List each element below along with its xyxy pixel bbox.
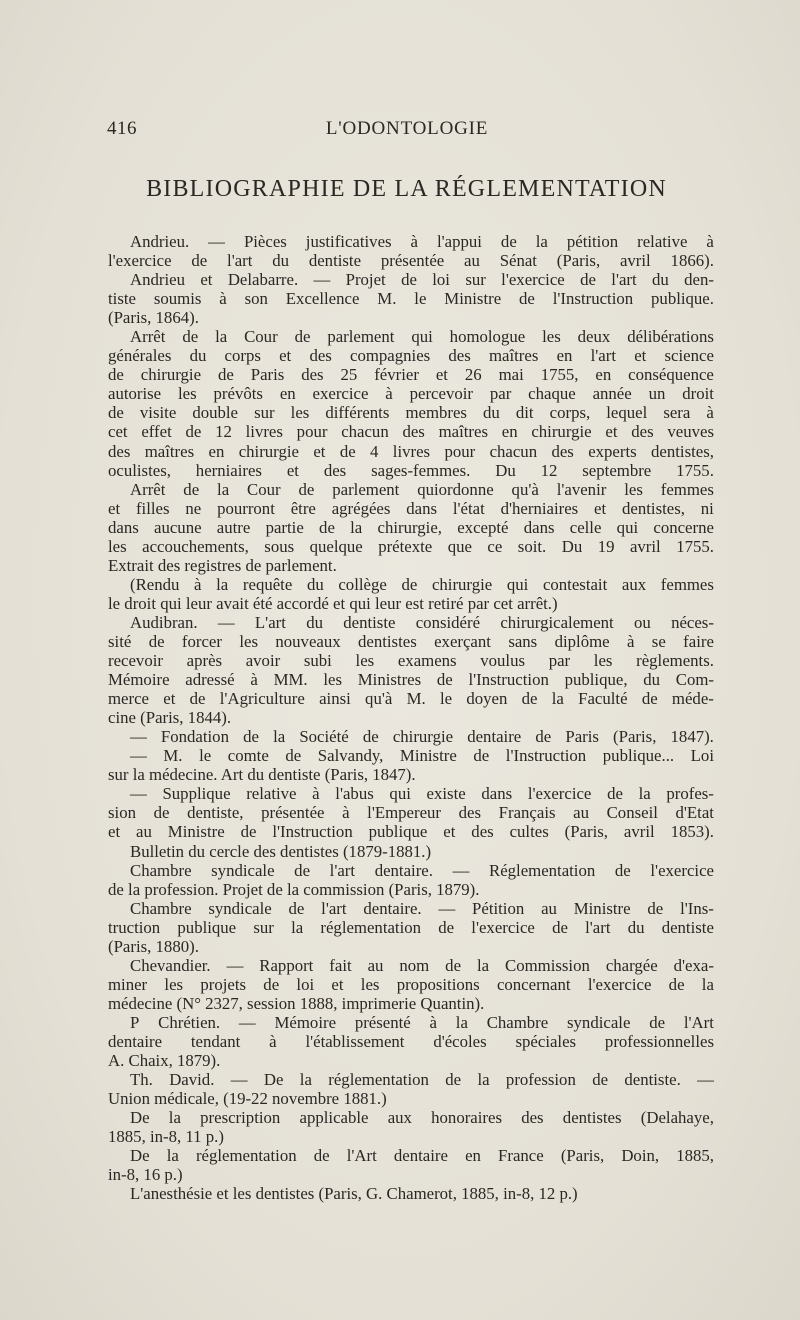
section-title: BIBLIOGRAPHIE DE LA RÉGLEMENTATION — [146, 176, 667, 202]
running-head: L'ODONTOLOGIE — [325, 118, 489, 139]
text-line: (Paris, 1880). — [108, 936, 199, 956]
text-line: sité de forcer les nouveaux dentistes exerçant sans diplôme à se faire — [108, 631, 714, 651]
text-line: De la prescription applicable aux honoraires des dentistes (Delahaye, — [130, 1108, 714, 1128]
text-line: et au Ministre de l'Instruction publique et des cultes (Paris, avril 1853). — [108, 822, 714, 842]
text-line: 1885, in-8, 11 p.) — [108, 1127, 224, 1147]
text-line: de chirurgie de Paris des 25 février et 26 mai 1755, en conséquence — [108, 365, 714, 385]
text-line: A. Chaix, 1879). — [108, 1051, 221, 1071]
text-line: in-8, 16 p.) — [108, 1165, 183, 1185]
text-line: L'anesthésie et les dentistes (Paris, G. Chamerot, 1885, in-8, 12 p.) — [130, 1184, 578, 1204]
text-line: Bulletin du cercle des dentistes (1879-1881.) — [130, 841, 432, 861]
text-line: (Paris, 1864). — [108, 308, 199, 328]
text-line: de visite double sur les différents membres du dit corps, lequel sera à — [108, 403, 714, 423]
text-line: sur la médecine. Art du dentiste (Paris, 1847). — [108, 765, 416, 785]
text-line: Arrêt de la Cour de parlement quiordonne qu'à l'avenir les femmes — [130, 479, 714, 499]
text-line: — M. le comte de Salvandy, Ministre de l'Instruction publique... Loi — [130, 746, 714, 766]
text-line: et filles ne pourront être agrégées dans l'état d'herniaires et dentistes, ni — [108, 498, 714, 518]
text-line: Audibran. — L'art du dentiste considéré chirurgicalement ou néces- — [130, 612, 714, 632]
text-line: les accouchements, sous quelque prétexte que ce soit. Du 19 avril 1755. — [108, 536, 714, 556]
text-line: médecine (N° 2327, session 1888, imprimerie Quantin). — [108, 993, 485, 1013]
text-line: des maîtres en chirurgie et de 4 livres pour chacun des experts dentistes, — [108, 441, 714, 461]
page-number: 416 — [107, 118, 137, 139]
text-line: cet effet de 12 livres pour chacun des maîtres en chirurgie et des veuves — [108, 422, 714, 442]
text-line: truction publique sur la réglementation de l'exercice de l'art du dentiste — [108, 917, 714, 937]
text-line: miner les projets de loi et les propositions concernant l'exercice de la — [108, 974, 714, 994]
text-line: tiste soumis à son Excellence M. le Ministre de l'Instruction publique. — [108, 289, 714, 309]
text-line: Arrêt de la Cour de parlement qui homologue les deux délibérations — [130, 327, 714, 347]
text-line: recevoir après avoir subi les examens voulus par les règlements. — [108, 651, 714, 671]
text-line: dentaire tendant à l'établissement d'écoles spéciales professionnelles — [108, 1031, 714, 1051]
text-line: autorise les prévôts en exercice à percevoir par chaque année un droit — [108, 384, 714, 404]
text-line: P Chrétien. — Mémoire présenté à la Chambre syndicale de l'Art — [130, 1012, 714, 1032]
text-line: (Rendu à la requête du collège de chirurgie qui contestait aux femmes — [130, 574, 714, 594]
bibliography-body — [108, 232, 714, 1203]
text-line: cine (Paris, 1844). — [108, 708, 232, 728]
text-line: Chambre syndicale de l'art dentaire. — Pétition au Ministre de l'Ins- — [130, 898, 714, 918]
text-line: Chambre syndicale de l'art dentaire. — Réglementation de l'exercice — [130, 860, 714, 880]
page-header — [107, 118, 707, 142]
text-line: dans aucune autre partie de la chirurgie, excepté dans celle qui concerne — [108, 517, 714, 537]
text-line: Extrait des registres de parlement. — [108, 555, 337, 575]
text-line: oculistes, herniaires et des sages-femmes. Du 12 septembre 1755. — [108, 460, 714, 480]
text-line: Union médicale, (19-22 novembre 1881.) — [108, 1089, 387, 1109]
text-line: générales du corps et des compagnies des maîtres en l'art et science — [108, 346, 714, 366]
text-line: Th. David. — De la réglementation de la profession de dentiste. — — [130, 1070, 714, 1090]
text-line: le droit qui leur avait été accordé et qui leur est retiré par cet arrêt.) — [108, 593, 558, 613]
text-line: merce et de l'Agriculture ainsi qu'à M. le doyen de la Faculté de méde- — [108, 689, 714, 709]
text-line: — Supplique relative à l'abus qui existe dans l'exercice de la profes- — [130, 784, 714, 804]
text-line: Andrieu. — Pièces justificatives à l'appui de la pétition relative à — [130, 232, 714, 251]
text-line: De la réglementation de l'Art dentaire en France (Paris, Doin, 1885, — [130, 1146, 714, 1166]
text-line: Chevandier. — Rapport fait au nom de la Commission chargée d'exa- — [130, 955, 714, 975]
text-line: Mémoire adressé à MM. les Ministres de l'Instruction publique, du Com- — [108, 670, 714, 690]
text-line: — Fondation de la Société de chirurgie dentaire de Paris (Paris, 1847). — [130, 727, 714, 747]
text-line: de la profession. Projet de la commission (Paris, 1879). — [108, 879, 480, 899]
text-line: sion de dentiste, présentée à l'Empereur des Français au Conseil d'Etat — [108, 803, 714, 823]
text-line: l'exercice de l'art du dentiste présentée au Sénat (Paris, avril 1866). — [108, 251, 714, 271]
text-line: Andrieu et Delabarre. — Projet de loi sur l'exercice de l'art du den- — [130, 270, 714, 290]
